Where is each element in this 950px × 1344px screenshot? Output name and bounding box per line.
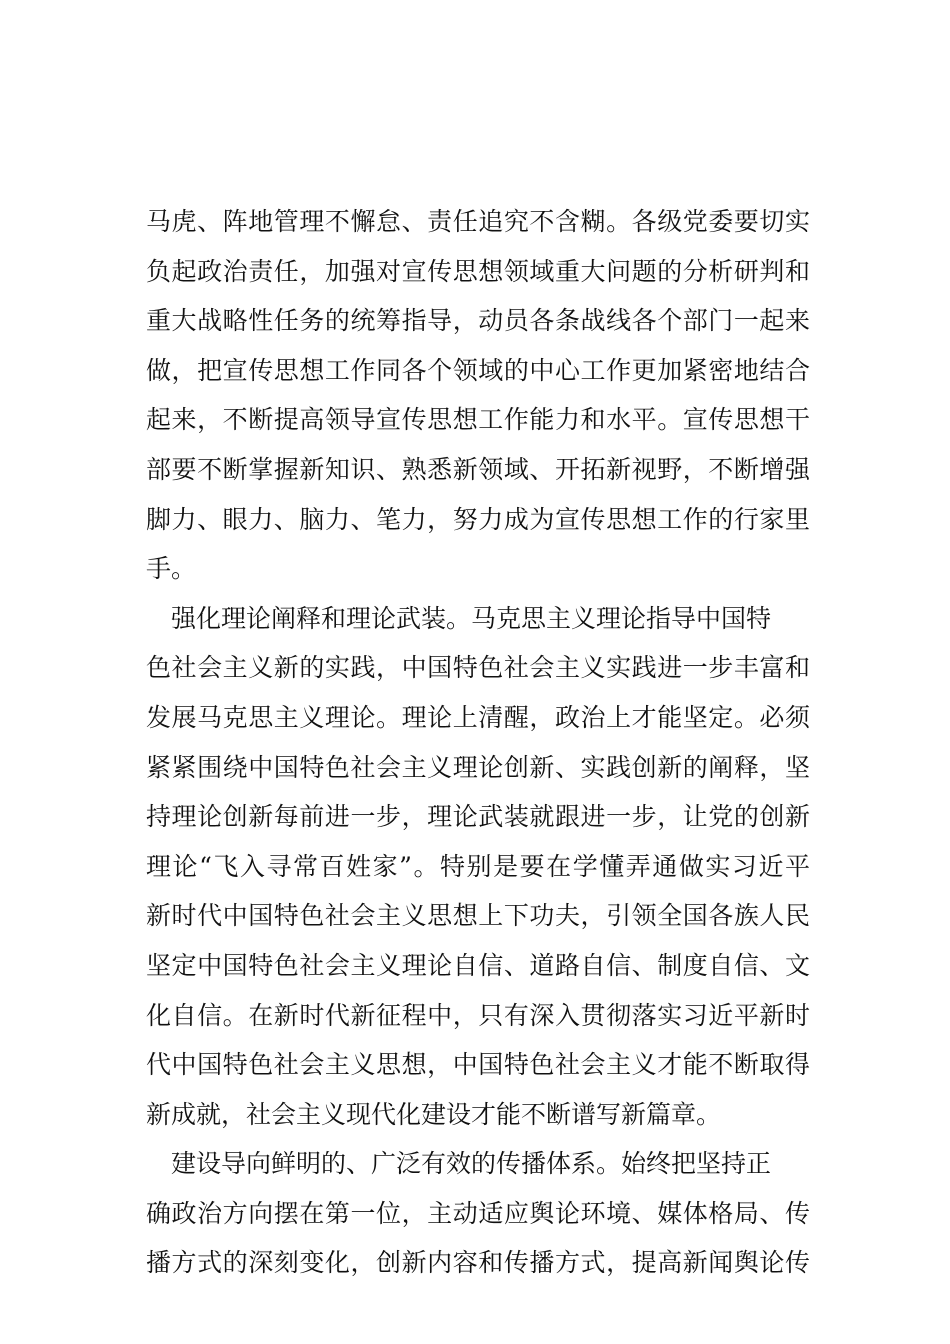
text-line: 理论“飞入寻常百姓家”。特别是要在学懂弄通做实习近平	[146, 851, 810, 881]
text-line: 播方式的深刻变化，创新内容和传播方式，提高新闻舆论传	[146, 1248, 810, 1278]
text-line: 建设导向鲜明的、广泛有效的传播体系。始终把坚持正	[171, 1149, 772, 1179]
text-line: 代中国特色社会主义思想，中国特色社会主义才能不断取得	[146, 1050, 810, 1080]
text-line: 负起政治责任，加强对宣传思想领域重大问题的分析研判和	[146, 256, 810, 286]
text-line: 部要不断掌握新知识、熟悉新领域、开拓新视野，不断增强	[146, 454, 810, 484]
text-line: 新时代中国特色社会主义思想上下功夫，引领全国各族人民	[146, 901, 810, 931]
text-line: 色社会主义新的实践，中国特色社会主义实践进一步丰富和	[146, 653, 810, 683]
text-line: 马虎、阵地管理不懈怠、责任追究不含糊。各级党委要切实	[146, 207, 810, 236]
paragraph	[146, 594, 810, 1140]
text-line: 脚力、眼力、脑力、笔力，努力成为宣传思想工作的行家里	[146, 504, 810, 534]
text-line: 紧紧围绕中国特色社会主义理论创新、实践创新的阐释，坚	[146, 752, 810, 782]
text-line: 重大战略性任务的统筹指导，动员各条战线各个部门一起来	[146, 306, 810, 336]
text-line: 起来，不断提高领导宣传思想工作能力和水平。宣传思想干	[146, 405, 810, 435]
text-line: 新成就，社会主义现代化建设才能不断谱写新篇章。	[146, 1099, 722, 1129]
body-text	[146, 197, 810, 1288]
text-line: 持理论创新每前进一步，理论武装就跟进一步，让党的创新	[146, 802, 810, 832]
text-line: 发展马克思主义理论。理论上清醒，政治上才能坚定。必须	[146, 702, 810, 732]
paragraph	[146, 197, 810, 594]
text-line: 手。	[146, 554, 197, 584]
paragraph	[146, 1139, 810, 1288]
text-line: 做，把宣传思想工作同各个领域的中心工作更加紧密地结合	[146, 355, 810, 385]
text-line: 强化理论阐释和理论武装。马克思主义理论指导中国特	[171, 603, 772, 633]
text-line: 坚定中国特色社会主义理论自信、道路自信、制度自信、文	[146, 950, 810, 980]
text-line: 化自信。在新时代新征程中，只有深入贯彻落实习近平新时	[146, 1000, 810, 1030]
text-line: 确政治方向摆在第一位，主动适应舆论环境、媒体格局、传	[146, 1198, 810, 1228]
